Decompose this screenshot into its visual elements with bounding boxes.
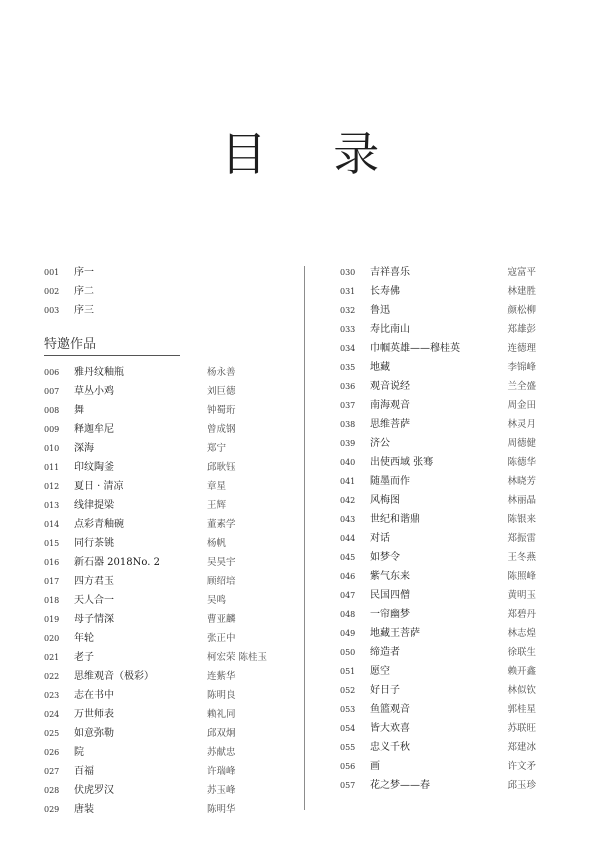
preface-list [44, 263, 274, 320]
toc-entry [340, 453, 536, 472]
entry-author: 张正中 [207, 633, 236, 644]
entry-title: 四方君玉 [74, 576, 114, 587]
entry-author: 林晓芳 [507, 476, 536, 487]
toc-entry [44, 515, 274, 534]
entry-author: 许文矛 [507, 761, 536, 772]
entry-title: 思维菩萨 [370, 419, 410, 430]
entry-title: 寿比南山 [370, 324, 410, 335]
entry-number: 044 [340, 534, 356, 543]
entry-number: 051 [340, 667, 356, 676]
toc-entry [340, 282, 536, 301]
entry-title: 对话 [370, 533, 390, 544]
entry-title: 如梦令 [370, 552, 400, 563]
entry-author: 柯宏荣 陈桂玉 [207, 652, 268, 663]
entry-title: 序一 [74, 267, 94, 278]
toc-entry [340, 586, 536, 605]
toc-entry [340, 719, 536, 738]
entry-number: 018 [44, 596, 60, 605]
entry-number: 003 [44, 306, 60, 315]
entry-author: 陈德华 [507, 457, 536, 468]
entry-title: 年轮 [74, 633, 94, 644]
entry-author: 李锦峰 [507, 362, 536, 373]
entry-number: 052 [340, 686, 356, 695]
entry-author: 刘巨德 [207, 386, 236, 397]
entry-title: 长寿佛 [370, 286, 400, 297]
entry-author: 林志煌 [507, 628, 536, 639]
toc-entry [44, 572, 274, 591]
toc-entry [340, 434, 536, 453]
entry-number: 023 [44, 691, 60, 700]
entry-title: 夏日 · 清凉 [74, 481, 124, 492]
entry-author: 苏献忠 [207, 747, 236, 758]
entry-author: 郑振雷 [507, 533, 536, 544]
entry-title: 伏虎罗汉 [74, 785, 114, 796]
entry-author: 杨帆 [207, 538, 227, 549]
entry-number: 034 [340, 344, 356, 353]
toc-entry [340, 681, 536, 700]
toc-entry [340, 301, 536, 320]
toc-list-right [340, 263, 536, 795]
entry-author: 王辉 [207, 500, 227, 511]
entry-author: 吴昊宇 [207, 557, 236, 568]
entry-title: 一帘幽梦 [370, 609, 410, 620]
entry-number: 039 [340, 439, 356, 448]
toc-entry [44, 591, 274, 610]
entry-title: 印纹陶釜 [74, 462, 114, 473]
entry-number: 042 [340, 496, 356, 505]
entry-number: 032 [340, 306, 356, 315]
entry-number: 019 [44, 615, 60, 624]
entry-title: 鲁迅 [370, 305, 390, 316]
toc-entry [340, 415, 536, 434]
entry-number: 015 [44, 539, 60, 548]
entry-author: 连德理 [507, 343, 536, 354]
entry-number: 016 [44, 558, 60, 567]
entry-author: 郑雄彭 [507, 324, 536, 335]
entry-number: 029 [44, 805, 60, 814]
entry-title: 雅丹纹釉瓶 [74, 367, 124, 378]
toc-left-column [44, 263, 274, 819]
entry-author: 赖礼同 [207, 709, 236, 720]
entry-author: 林似钦 [507, 685, 536, 696]
entry-number: 027 [44, 767, 60, 776]
entry-number: 045 [340, 553, 356, 562]
entry-number: 002 [44, 287, 60, 296]
entry-number: 028 [44, 786, 60, 795]
entry-author: 杨永善 [207, 367, 236, 378]
entry-author: 王冬燕 [507, 552, 536, 563]
entry-title: 老子 [74, 652, 94, 663]
entry-title: 巾帼英雄——穆桂英 [370, 343, 460, 354]
toc-entry [44, 496, 274, 515]
entry-author: 吴鸣 [207, 595, 227, 606]
entry-number: 050 [340, 648, 356, 657]
entry-author: 苏联旺 [507, 723, 536, 734]
toc-entry [44, 743, 274, 762]
page-title: 目 录 [220, 127, 406, 181]
entry-author: 陈明华 [207, 804, 236, 815]
entry-title: 世纪和谐鼎 [370, 514, 420, 525]
entry-number: 011 [44, 463, 60, 472]
entry-number: 021 [44, 653, 60, 662]
entry-number: 048 [340, 610, 356, 619]
entry-number: 001 [44, 268, 60, 277]
toc-entry [340, 339, 536, 358]
entry-number: 043 [340, 515, 356, 524]
entry-number: 053 [340, 705, 356, 714]
entry-title: 画 [370, 761, 380, 772]
toc-entry [44, 401, 274, 420]
toc-entry [340, 396, 536, 415]
section-header [44, 331, 274, 363]
entry-author: 邱耿钰 [207, 462, 236, 473]
invited-works-list [44, 363, 274, 819]
entry-title: 释迦牟尼 [74, 424, 114, 435]
entry-number: 049 [340, 629, 356, 638]
entry-author: 章星 [207, 481, 227, 492]
toc-entry [44, 781, 274, 800]
entry-title: 新石器 2018No. 2 [74, 557, 160, 568]
entry-title: 济公 [370, 438, 390, 449]
entry-number: 010 [44, 444, 60, 453]
toc-entry [44, 458, 274, 477]
entry-title: 草丛小鸡 [74, 386, 114, 397]
toc-entry [44, 762, 274, 781]
entry-author: 钟蜀珩 [207, 405, 236, 416]
entry-title: 紫气东来 [370, 571, 410, 582]
entry-title: 民国四僧 [370, 590, 410, 601]
toc-entry [340, 472, 536, 491]
entry-author: 邱玉珍 [507, 780, 536, 791]
entry-title: 舞 [74, 405, 84, 416]
toc-entry [340, 776, 536, 795]
entry-author: 陈照峰 [507, 571, 536, 582]
entry-author: 林丽晶 [507, 495, 536, 506]
entry-title: 观音说经 [370, 381, 410, 392]
entry-title: 皆大欢喜 [370, 723, 410, 734]
entry-title: 线律提梁 [74, 500, 114, 511]
toc-entry [44, 629, 274, 648]
toc-entry [340, 548, 536, 567]
entry-number: 037 [340, 401, 356, 410]
toc-entry [44, 420, 274, 439]
entry-number: 038 [340, 420, 356, 429]
entry-number: 054 [340, 724, 356, 733]
entry-title: 序二 [74, 286, 94, 297]
toc-entry [340, 377, 536, 396]
entry-title: 吉祥喜乐 [370, 267, 410, 278]
entry-number: 030 [340, 268, 356, 277]
toc-entry [44, 363, 274, 382]
toc-entry [340, 263, 536, 282]
toc-entry [44, 705, 274, 724]
entry-title: 母子情深 [74, 614, 114, 625]
toc-entry [44, 301, 274, 320]
toc-entry [44, 667, 274, 686]
entry-number: 057 [340, 781, 356, 790]
entry-title: 好日子 [370, 685, 400, 696]
entry-author: 颜松柳 [507, 305, 536, 316]
entry-author: 郭桂星 [507, 704, 536, 715]
entry-number: 014 [44, 520, 60, 529]
toc-entry [340, 510, 536, 529]
toc-entry [340, 567, 536, 586]
section-label: 特邀作品 [44, 337, 97, 352]
toc-entry [44, 282, 274, 301]
entry-author: 周德健 [507, 438, 536, 449]
toc-entry [340, 605, 536, 624]
entry-number: 035 [340, 363, 356, 372]
entry-title: 如意弥勒 [74, 728, 114, 739]
entry-author: 顾绍培 [207, 576, 236, 587]
entry-number: 040 [340, 458, 356, 467]
entry-title: 思维观音（极彩） [74, 671, 154, 682]
entry-title: 鱼篮观音 [370, 704, 410, 715]
entry-title: 天人合一 [74, 595, 114, 606]
toc-entry [340, 320, 536, 339]
toc-entry [44, 439, 274, 458]
toc-entry [340, 491, 536, 510]
entry-title: 志在书中 [74, 690, 114, 701]
entry-number: 008 [44, 406, 60, 415]
toc-entry [44, 553, 274, 572]
toc-right-column [340, 263, 536, 795]
entry-author: 郑建冰 [507, 742, 536, 753]
toc-entry [44, 477, 274, 496]
entry-author: 许瑞峰 [207, 766, 236, 777]
toc-entry [340, 643, 536, 662]
entry-author: 董素学 [207, 519, 236, 530]
entry-title: 缔造者 [370, 647, 400, 658]
toc-entry [340, 700, 536, 719]
entry-number: 022 [44, 672, 60, 681]
entry-author: 苏玉峰 [207, 785, 236, 796]
toc-entry [340, 757, 536, 776]
entry-title: 花之梦——春 [370, 780, 430, 791]
entry-author: 寇富平 [507, 267, 536, 278]
entry-number: 020 [44, 634, 60, 643]
entry-title: 百福 [74, 766, 94, 777]
entry-author: 郑碧丹 [507, 609, 536, 620]
entry-title: 愿空 [370, 666, 390, 677]
toc-entry [44, 382, 274, 401]
entry-author: 周金田 [507, 400, 536, 411]
entry-number: 047 [340, 591, 356, 600]
entry-title: 院 [74, 747, 84, 758]
entry-number: 025 [44, 729, 60, 738]
entry-title: 出使西域 张骞 [370, 457, 434, 468]
section-underline [44, 355, 180, 356]
entry-title: 点彩青釉碗 [74, 519, 124, 530]
entry-author: 林灵月 [507, 419, 536, 430]
entry-number: 013 [44, 501, 60, 510]
entry-number: 007 [44, 387, 60, 396]
column-divider [304, 266, 305, 810]
entry-title: 深海 [74, 443, 94, 454]
entry-number: 017 [44, 577, 60, 586]
toc-entry [44, 724, 274, 743]
toc-entry [340, 738, 536, 757]
entry-number: 033 [340, 325, 356, 334]
entry-title: 南海观音 [370, 400, 410, 411]
entry-number: 012 [44, 482, 60, 491]
toc-entry [340, 662, 536, 681]
entry-author: 连紫华 [207, 671, 236, 682]
toc-entry [44, 648, 274, 667]
entry-title: 随墨而作 [370, 476, 410, 487]
entry-number: 006 [44, 368, 60, 377]
entry-title: 地藏 [370, 362, 390, 373]
toc-entry [340, 624, 536, 643]
entry-author: 徐联生 [507, 647, 536, 658]
entry-number: 026 [44, 748, 60, 757]
entry-title: 序三 [74, 305, 94, 316]
entry-author: 曾成钢 [207, 424, 236, 435]
entry-title: 地藏王菩萨 [370, 628, 420, 639]
toc-entry [44, 800, 274, 819]
entry-author: 曹亚麟 [207, 614, 236, 625]
entry-number: 036 [340, 382, 356, 391]
entry-number: 056 [340, 762, 356, 771]
entry-title: 风梅图 [370, 495, 400, 506]
entry-number: 009 [44, 425, 60, 434]
entry-number: 031 [340, 287, 356, 296]
toc-entry [44, 263, 274, 282]
toc-entry [340, 529, 536, 548]
entry-author: 郑宁 [207, 443, 227, 454]
entry-number: 055 [340, 743, 356, 752]
toc-entry [44, 610, 274, 629]
entry-title: 唐装 [74, 804, 94, 815]
entry-title: 同行茶铫 [74, 538, 114, 549]
entry-number: 024 [44, 710, 60, 719]
entry-number: 046 [340, 572, 356, 581]
entry-title: 万世师表 [74, 709, 114, 720]
entry-author: 陈明良 [207, 690, 236, 701]
entry-author: 赖开鑫 [507, 666, 536, 677]
toc-entry [340, 358, 536, 377]
entry-author: 邱双炯 [207, 728, 236, 739]
entry-author: 兰全盛 [507, 381, 536, 392]
toc-entry [44, 534, 274, 553]
entry-author: 林建胜 [507, 286, 536, 297]
entry-author: 黄明玉 [507, 590, 536, 601]
entry-number: 041 [340, 477, 356, 486]
entry-title: 忠义千秋 [370, 742, 410, 753]
toc-entry [44, 686, 274, 705]
entry-author: 陈银来 [507, 514, 536, 525]
